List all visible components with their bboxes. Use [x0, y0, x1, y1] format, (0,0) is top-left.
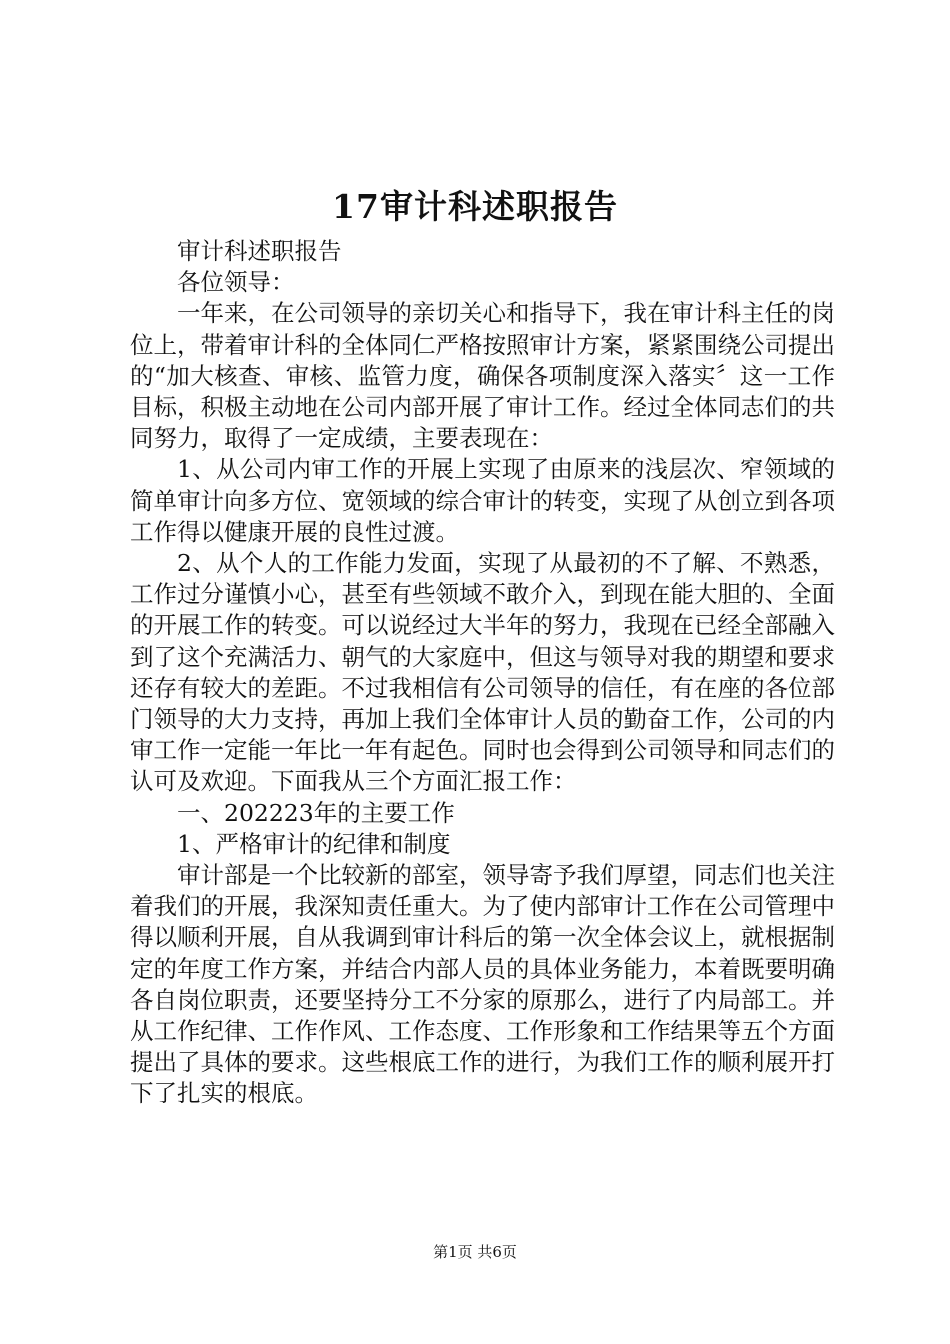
- paragraph-salutation: 各位领导：: [177, 268, 295, 297]
- page-number-footer: 第1页 共6页: [433, 1243, 517, 1261]
- paragraph-audit-department: 审计部是一个比较新的部室，领导寄予我们厚望，同志们也关注着我们的开展，我深知责任重大。为了使内部审计工作在公司管理中得以顺利开展，自从我调到审计科后的第一次全体会议上，就根据制定的年度工作方案，并结合内部人员的具体业务能力，本着既要明确各自岗位职责，还要坚持分工不分家的原那么，进行了内局部工。并从工作纪律、工作作风、工作态度、工作形象和工作结果等五个方面提出了具体的要求。这些根底工作的进行，为我们工作的顺利展开打下了扎实的根底。: [130, 861, 835, 1108]
- paragraph-point-1: 1、从公司内审工作的开展上实现了由原来的浅层次、窄领域的简单审计向多方位、宽领域的综合审计的转变，实现了从创立到各项工作得以健康开展的良性过渡。: [130, 455, 835, 546]
- paragraph-subtitle: 审计科述职报告: [177, 237, 342, 265]
- subsection-heading: 1、严格审计的纪律和制度: [177, 829, 451, 858]
- paragraph-point-2: 2、从个人的工作能力发面，实现了从最初的不了解、不熟悉，工作过分谨慎小心，甚至有些领域不敢介入，到现在能大胆的、全面的开展工作的转变。可以说经过大半年的努力，我现在已经全部融入到了这个充满活力、朝气的大家庭中，但这与领导对我的期望和要求还存有较大的差距。不过我相信有公司领导的信任，有在座的各位部门领导的大力支持，再加上我们全体审计人员的勤奋工作，公司的内审工作一定能一年比一年有起色。同时也会得到公司领导和同志们的认可及欢迎。下面我从三个方面汇报工作：: [130, 549, 835, 796]
- section-heading: 一、202223年的主要工作: [177, 798, 455, 827]
- document-title: 17审计科述职报告: [332, 187, 618, 226]
- document-body: [130, 236, 835, 1110]
- paragraph-intro: 一年来，在公司领导的亲切关心和指导下，我在审计科主任的岗位上，带着审计科的全体同仁严格按照审计方案，紧紧围绕公司提出的“加大核查、审核、监管力度，确保各项制度深入落实〞这一工作目标，积极主动地在公司内部开展了审计工作。经过全体同志们的共同努力，取得了一定成绩，主要表现在：: [130, 299, 835, 453]
